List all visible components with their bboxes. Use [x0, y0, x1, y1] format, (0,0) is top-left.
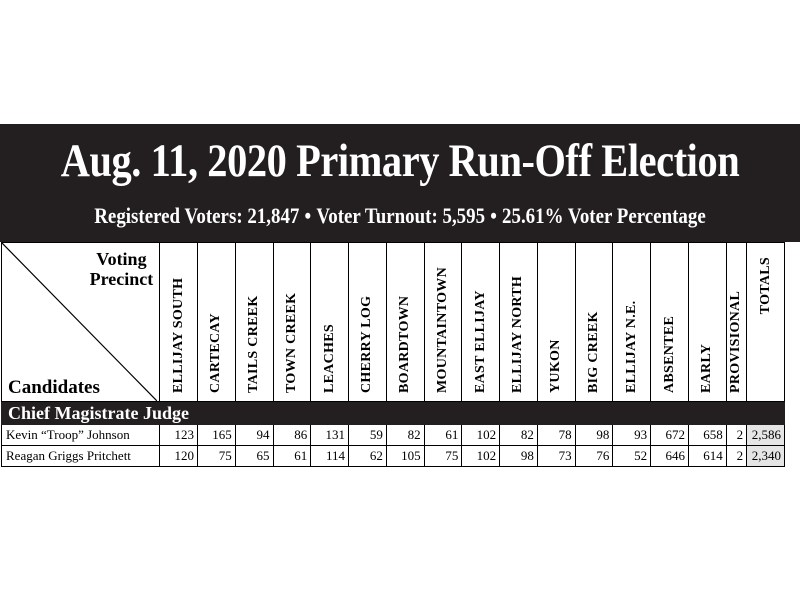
vote-count: 86 — [273, 425, 311, 446]
results-table — [1, 242, 785, 467]
vote-count: 614 — [688, 446, 726, 467]
precinct-name: YUKON — [548, 339, 564, 393]
precinct-name: ELLIJAY N.E. — [623, 300, 639, 393]
totals-header — [747, 243, 785, 402]
vote-count: 131 — [311, 425, 349, 446]
precinct-name: EARLY — [699, 343, 715, 393]
precinct-header — [160, 243, 198, 402]
precinct-name: PROVISIONAL — [728, 290, 744, 393]
precinct-header — [235, 243, 273, 402]
vote-count: 114 — [311, 446, 349, 467]
precinct-header — [537, 243, 575, 402]
vote-count: 102 — [462, 425, 500, 446]
vote-count: 98 — [500, 446, 538, 467]
precinct-name: ELLIJAY NORTH — [510, 275, 526, 393]
candidate-row — [2, 446, 785, 467]
precinct-name: BOARDTOWN — [397, 295, 413, 393]
precinct-header — [197, 243, 235, 402]
vote-count: 2 — [726, 446, 746, 467]
precinct-header — [500, 243, 538, 402]
summary-line — [56, 202, 744, 230]
precinct-name: ABSENTEE — [661, 315, 677, 393]
vote-count: 65 — [235, 446, 273, 467]
separator-2: • — [490, 203, 497, 228]
vote-count: 61 — [273, 446, 311, 467]
precinct-header — [424, 243, 462, 402]
precinct-header — [386, 243, 424, 402]
precinct-name: LEACHES — [321, 323, 337, 393]
vote-count: 105 — [386, 446, 424, 467]
vote-count: 59 — [349, 425, 387, 446]
race-title: Chief Magistrate Judge — [2, 402, 785, 425]
precinct-name: BIG CREEK — [586, 311, 602, 393]
totals-label: TOTALS — [757, 257, 773, 315]
candidate-name: Reagan Griggs Pritchett — [2, 446, 160, 467]
precinct-header — [613, 243, 651, 402]
candidate-total: 2,340 — [747, 446, 785, 467]
voter-percentage: 25.61% Voter Percentage — [502, 203, 706, 228]
voter-turnout: Voter Turnout: 5,595 — [316, 203, 486, 228]
vote-count: 82 — [500, 425, 538, 446]
vote-count: 646 — [651, 446, 689, 467]
vote-count: 78 — [537, 425, 575, 446]
vote-count: 52 — [613, 446, 651, 467]
header-banner — [0, 124, 800, 242]
precinct-name: CHERRY LOG — [359, 295, 375, 393]
vote-count: 102 — [462, 446, 500, 467]
precinct-header — [651, 243, 689, 402]
page-title: Aug. 11, 2020 Primary Run-Off Election — [60, 135, 740, 187]
vote-count: 75 — [197, 446, 235, 467]
vote-count: 123 — [160, 425, 198, 446]
precinct-header — [688, 243, 726, 402]
vote-count: 93 — [613, 425, 651, 446]
vote-count: 658 — [688, 425, 726, 446]
precinct-header — [349, 243, 387, 402]
race-row — [2, 402, 785, 425]
voting-precinct-label: Voting Precinct — [89, 249, 154, 289]
precinct-name: TAILS CREEK — [246, 295, 262, 393]
corner-cell — [2, 243, 160, 402]
precinct-header — [726, 243, 746, 402]
precinct-name: EAST ELLIJAY — [472, 290, 488, 393]
precinct-header — [273, 243, 311, 402]
vote-count: 120 — [160, 446, 198, 467]
precinct-header — [311, 243, 349, 402]
vote-count: 75 — [424, 446, 462, 467]
candidate-total: 2,586 — [747, 425, 785, 446]
vote-count: 61 — [424, 425, 462, 446]
precinct-name: CARTECAY — [208, 313, 224, 393]
precinct-header — [462, 243, 500, 402]
precinct-name: TOWN CREEK — [283, 292, 299, 393]
registered-voters: Registered Voters: 21,847 — [94, 203, 300, 228]
vote-count: 62 — [349, 446, 387, 467]
candidate-name: Kevin “Troop” Johnson — [2, 425, 160, 446]
precinct-name: ELLIJAY SOUTH — [170, 277, 186, 393]
vote-count: 672 — [651, 425, 689, 446]
precinct-name: MOUNTAINTOWN — [434, 267, 450, 393]
separator-1: • — [304, 203, 312, 228]
precinct-header-row — [2, 243, 785, 402]
vote-count: 82 — [386, 425, 424, 446]
vote-count: 76 — [575, 446, 613, 467]
candidates-label: Candidates — [8, 377, 100, 398]
candidate-rows — [2, 425, 785, 467]
vote-count: 2 — [726, 425, 746, 446]
vote-count: 165 — [197, 425, 235, 446]
precinct-header — [575, 243, 613, 402]
vote-count: 98 — [575, 425, 613, 446]
vote-count: 94 — [235, 425, 273, 446]
results-board — [0, 124, 800, 467]
candidate-row — [2, 425, 785, 446]
vote-count: 73 — [537, 446, 575, 467]
